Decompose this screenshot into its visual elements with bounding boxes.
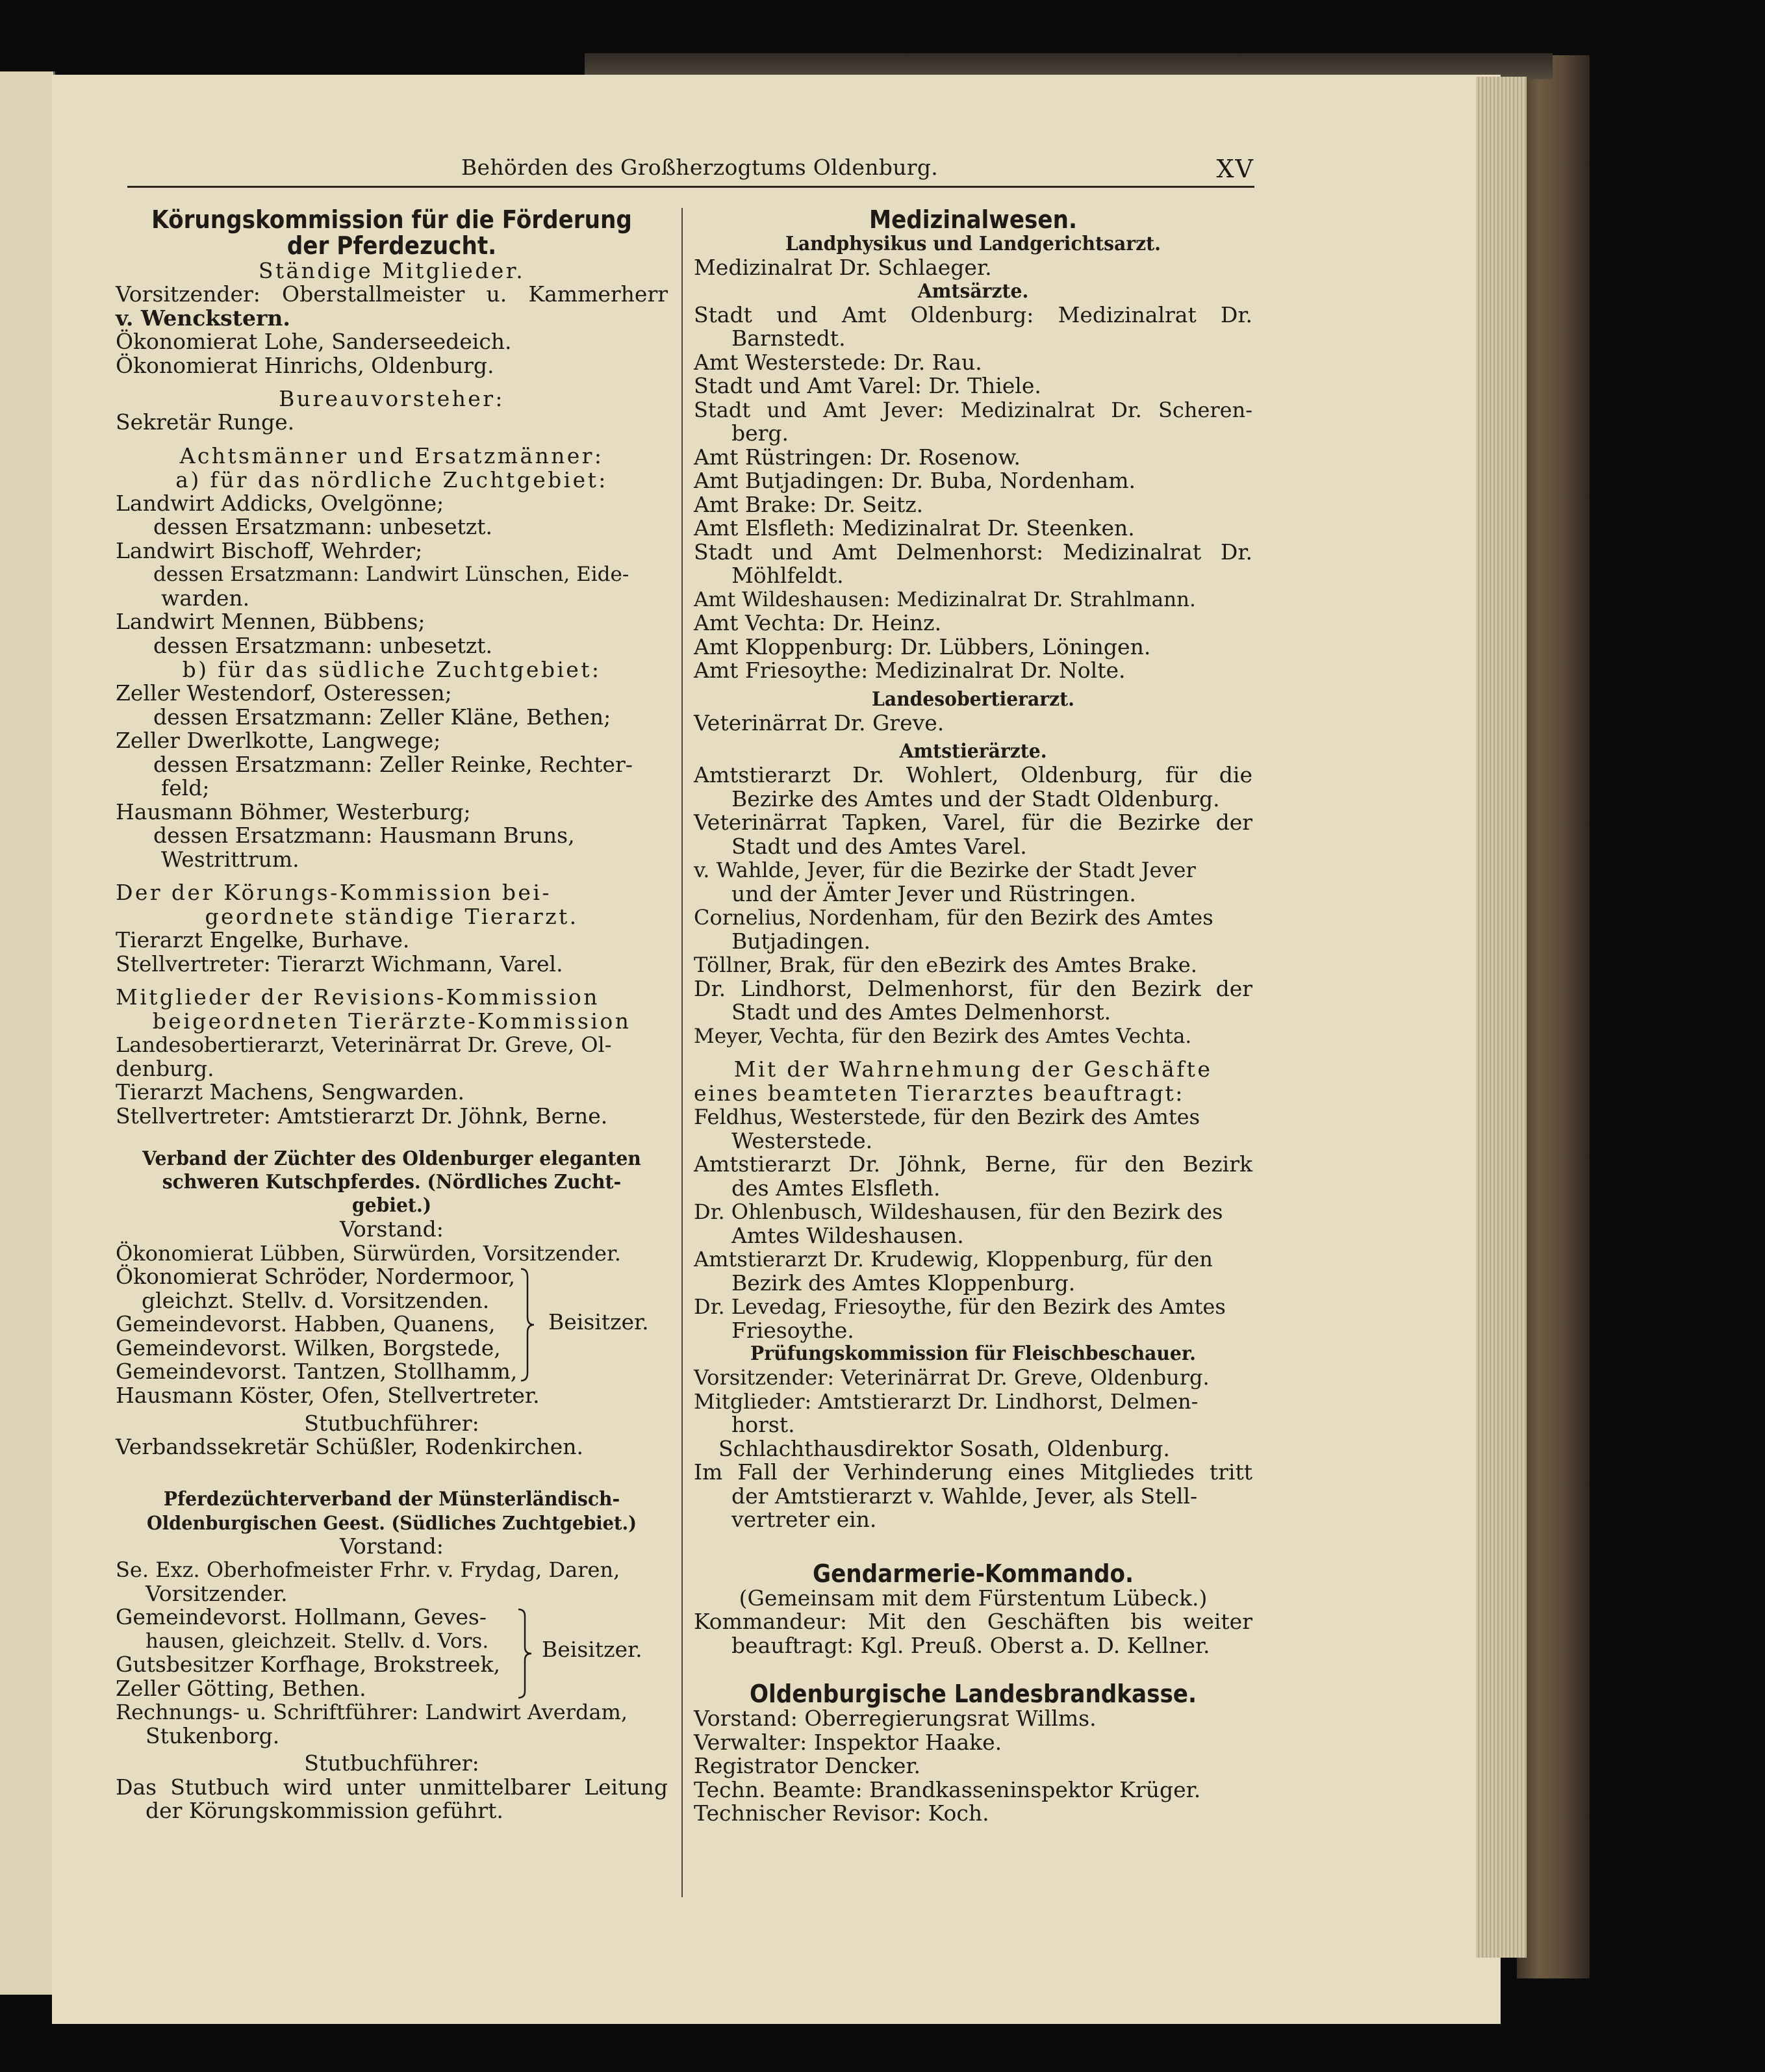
- text-line: dessen Ersatzmann: Landwirt Lünschen, Eide-: [153, 563, 629, 586]
- text-line: dessen Ersatzmann: Hausmann Bruns,: [153, 823, 575, 848]
- text-line: Stadt und Amt Oldenburg: Medizinalrat Dr.: [694, 301, 1252, 327]
- subheading: b) für das südliche Zuchtgebiet:: [182, 657, 602, 682]
- section-heading: Körungskommission für die Förderung: [151, 205, 632, 234]
- text-line: Amtstierarzt Dr. Jöhnk, Berne, für den Bezirk: [694, 1151, 1252, 1177]
- subheading: Ständige Mitglieder.: [258, 258, 526, 283]
- text-line: Amt Butjadingen: Dr. Buba, Nordenham.: [694, 468, 1136, 493]
- text-line: Stukenborg.: [146, 1722, 280, 1748]
- page-fore-edge: [1476, 77, 1527, 1958]
- text-line: dessen Ersatzmann: Zeller Reinke, Rechter-: [153, 751, 633, 777]
- subheading: Landesobertierarzt.: [872, 687, 1074, 711]
- text-line: Stadt und Amt Delmenhorst: Medizinalrat Dr.: [694, 539, 1252, 565]
- text-line: dessen Ersatzmann: unbesetzt.: [153, 632, 493, 658]
- page-number: XV: [1216, 155, 1254, 183]
- text-line: Hausmann Köster, Ofen, Stellvertreter.: [116, 1383, 540, 1408]
- section-heading: Oldenburgische Landesbrandkasse.: [749, 1680, 1197, 1708]
- text-line: Bezirk des Amtes Kloppenburg.: [731, 1270, 1076, 1296]
- text-line: Stadt und des Amtes Delmenhorst.: [731, 999, 1111, 1025]
- text-line: berg.: [731, 420, 789, 446]
- section-heading: gebiet.): [351, 1194, 432, 1217]
- text-line: (Gemeinsam mit dem Fürstentum Lübeck.): [739, 1585, 1208, 1611]
- text-line: Das Stutbuch wird unter unmittelbarer Leitung: [116, 1774, 668, 1800]
- subheading: a) für das nördliche Zuchtgebiet:: [175, 467, 608, 492]
- text-line: Techn. Beamte: Brandkasseninspektor Krüger.: [694, 1776, 1201, 1802]
- subheading: Mit der Wahrnehmung der Geschäfte: [733, 1056, 1213, 1082]
- text-line: horst.: [731, 1412, 795, 1437]
- text-line: dessen Ersatzmann: Zeller Kläne, Bethen;: [153, 704, 611, 730]
- text-line: Amt Wildeshausen: Medizinalrat Dr. Strahlmann.: [694, 587, 1196, 611]
- text-line: Vorstand: Oberregierungsrat Willms.: [694, 1706, 1097, 1731]
- curly-brace: [518, 1268, 537, 1382]
- text-line: Westerstede.: [731, 1127, 873, 1153]
- subheading: Vorstand:: [340, 1533, 444, 1559]
- section-pferdezuechterverband-sued: [116, 1488, 668, 1823]
- text-line: v. Wahlde, Jever, für die Bezirke der Stadt Jever: [694, 858, 1196, 882]
- text-line: Mitglieder: Amtstierarzt Dr. Lindhorst, Delmen-: [694, 1388, 1199, 1414]
- text-line: Rechnungs- u. Schriftführer: Landwirt Averdam,: [116, 1700, 628, 1724]
- text-line: Schlachthausdirektor Sosath, Oldenburg.: [718, 1435, 1170, 1461]
- subheading: beigeordneten Tierärzte-Kommission: [152, 1008, 631, 1034]
- subheading: Vorstand:: [340, 1216, 444, 1242]
- section-heading: Pferdezüchterverband der Münsterländisch-: [163, 1487, 620, 1511]
- text-line: Se. Exz. Oberhofmeister Frhr. v. Frydag, Daren,: [116, 1557, 620, 1582]
- text-line: Landwirt Mennen, Bübbens;: [116, 609, 425, 634]
- text-line: Dr. Lindhorst, Delmenhorst, für den Bezirk der: [694, 975, 1252, 1001]
- text-line: hausen, gleichzeit. Stellv. d. Vors.: [146, 1629, 489, 1653]
- text-line: vertreter ein.: [731, 1507, 877, 1532]
- text-line: Stellvertreter: Tierarzt Wichmann, Varel.: [116, 951, 563, 977]
- section-heading: Verband der Züchter des Oldenburger eleganten: [142, 1147, 641, 1170]
- subheading: Prüfungskommission für Fleischbeschauer.: [750, 1342, 1196, 1365]
- text-line: Medizinalrat Dr. Schlaeger.: [694, 255, 992, 280]
- text-line: Vorsitzender: Oberstallmeister u. Kammerherr: [116, 281, 668, 307]
- text-line: Amt Westerstede: Dr. Rau.: [694, 349, 982, 375]
- text-line: Registrator Dencker.: [694, 1753, 921, 1778]
- beisitzer-group: [116, 1265, 668, 1384]
- curly-brace: [516, 1608, 534, 1699]
- text-line: Amt Brake: Dr. Seitz.: [694, 491, 924, 517]
- text-line: Amt Elsfleth: Medizinalrat Dr. Steenken.: [694, 515, 1135, 541]
- text-line: Landwirt Addicks, Ovelgönne;: [116, 490, 444, 516]
- header-rule: [127, 186, 1254, 188]
- text-line: Stadt und Amt Varel: Dr. Thiele.: [694, 373, 1041, 398]
- text-line: Veterinärrat Dr. Greve.: [694, 710, 945, 735]
- text-line: gleichzt. Stellv. d. Vorsitzenden.: [142, 1287, 490, 1313]
- text-line: Amt Rüstringen: Dr. Rosenow.: [694, 444, 1021, 470]
- text-line: Amt Vechta: Dr. Heinz.: [694, 610, 942, 635]
- section-medizinalwesen: [694, 207, 1252, 1532]
- text-line: Verbandssekretär Schüßler, Rodenkirchen.: [116, 1434, 583, 1459]
- text-line: Landwirt Bischoff, Wehrder;: [116, 537, 423, 563]
- subheading: Landphysikus und Landgerichtsarzt.: [785, 233, 1161, 255]
- text-line: Feldhus, Westerstede, für den Bezirk des Amtes: [694, 1105, 1200, 1129]
- section-heading: schweren Kutschpferdes. (Nördliches Zucht-: [162, 1171, 622, 1194]
- text-line: Westrittrum.: [161, 846, 299, 872]
- subheading: eines beamteten Tierarztes beauftragt:: [694, 1081, 1184, 1106]
- right-column: [694, 207, 1252, 1826]
- text-line: Kommandeur: Mit den Geschäften bis weiter: [694, 1609, 1252, 1634]
- text-line: Cornelius, Nordenham, für den Bezirk des Amtes: [694, 905, 1213, 930]
- book-cover-edge: [1517, 55, 1590, 1978]
- text-line: Barnstedt.: [731, 326, 846, 351]
- text-line: Landesobertierarzt, Veterinärrat Dr. Greve, Ol-: [116, 1032, 612, 1057]
- beisitzer-label: Beisitzer.: [548, 1309, 649, 1335]
- text-line: Amt Kloppenburg: Dr. Lübbers, Löningen.: [694, 633, 1151, 659]
- text-line: Zeller Westendorf, Osteressen;: [116, 680, 452, 706]
- beisitzer-group: [116, 1605, 668, 1700]
- section-koerungskommission: [116, 207, 668, 1128]
- text-line: Stellvertreter: Amtstierarzt Dr. Jöhnk, Berne.: [116, 1103, 608, 1129]
- column-divider: [681, 208, 683, 1897]
- text-line: beauftragt: Kgl. Preuß. Oberst a. D. Kellner.: [731, 1632, 1210, 1658]
- subheading: Amtstierärzte.: [899, 740, 1047, 763]
- text-line: Ökonomierat Schröder, Nordermoor,: [116, 1264, 515, 1289]
- text-line: Dr. Levedag, Friesoythe, für den Bezirk des Amtes: [694, 1294, 1226, 1319]
- text-line: Technischer Revisor: Koch.: [694, 1800, 989, 1826]
- text-line: Friesoythe.: [731, 1317, 854, 1343]
- running-header: [127, 155, 1254, 186]
- facing-page-edge: [0, 71, 55, 1995]
- text-line: Meyer, Vechta, für den Bezirk des Amtes Vechta.: [694, 1024, 1192, 1048]
- text-line: des Amtes Elsfleth.: [731, 1175, 941, 1201]
- text-line: Verwalter: Inspektor Haake.: [694, 1729, 1002, 1755]
- text-line: Vorsitzender: Veterinärrat Dr. Greve, Oldenburg.: [694, 1365, 1210, 1390]
- beisitzer-label: Beisitzer.: [542, 1637, 642, 1662]
- text-line: feld;: [161, 775, 210, 800]
- text-line: Gemeindevorst. Habben, Quanens,: [116, 1311, 496, 1337]
- text-line: Zeller Dwerlkotte, Langwege;: [116, 728, 441, 753]
- section-gendarmerie: [694, 1561, 1252, 1658]
- text-line: Gemeindevorst. Hollmann, Geves-: [116, 1604, 487, 1630]
- text-line: Töllner, Brak, für den eBezirk des Amtes Brake.: [694, 953, 1197, 977]
- section-heading: der Pferdezucht.: [286, 231, 497, 260]
- text-line: Tierarzt Machens, Sengwarden.: [116, 1079, 464, 1105]
- section-verband-nord: [116, 1147, 668, 1459]
- text-line: Amt Friesoythe: Medizinalrat Dr. Nolte.: [694, 658, 1126, 683]
- text-line: der Körungskommission geführt.: [146, 1798, 503, 1823]
- section-landesbrandkasse: [694, 1681, 1252, 1826]
- text-line: Tierarzt Engelke, Burhave.: [116, 927, 410, 953]
- text-line: Ökonomierat Hinrichs, Oldenburg.: [116, 352, 494, 378]
- text-line: Gemeindevorst. Tantzen, Stollhamm,: [116, 1359, 518, 1384]
- subheading: Mitglieder der Revisions-Kommission: [116, 984, 600, 1010]
- text-line: Gemeindevorst. Wilken, Borgstede,: [116, 1335, 501, 1361]
- text-line: dessen Ersatzmann: unbesetzt.: [153, 514, 493, 539]
- text-line: Gutsbesitzer Korfhage, Brokstreek,: [116, 1652, 500, 1677]
- text-line: Vorsitzender.: [146, 1580, 288, 1606]
- text-line: Amtstierarzt Dr. Krudewig, Kloppenburg, für den: [694, 1247, 1213, 1272]
- subheading: Der der Körungs-Kommission bei-: [116, 880, 552, 905]
- subheading: Achtsmänner und Ersatzmänner:: [179, 442, 604, 468]
- text-line: der Amtstierarzt v. Wahlde, Jever, als Stell-: [731, 1483, 1198, 1509]
- subheading: Bureauvorsteher:: [279, 386, 505, 411]
- text-line: Sekretär Runge.: [116, 409, 295, 435]
- text-line: v. Wenckstern.: [116, 305, 290, 331]
- text-line: warden.: [161, 585, 250, 611]
- section-heading: Oldenburgischen Geest. (Südliches Zuchtgebiet.): [147, 1511, 637, 1534]
- text-line: Ökonomierat Lohe, Sanderseedeich.: [116, 329, 512, 354]
- section-heading: Gendarmerie-Kommando.: [813, 1559, 1134, 1588]
- text-line: Hausmann Böhmer, Westerburg;: [116, 799, 471, 825]
- subheading: Stutbuchführer:: [304, 1750, 479, 1776]
- text-line: Zeller Götting, Bethen.: [116, 1675, 366, 1701]
- text-line: und der Ämter Jever und Rüstringen.: [731, 880, 1136, 906]
- text-line: Stadt und Amt Jever: Medizinalrat Dr. Scheren-: [694, 397, 1252, 422]
- text-line: Ökonomierat Lübben, Sürwürden, Vorsitzender.: [116, 1240, 621, 1266]
- subheading: Stutbuchführer:: [304, 1410, 479, 1436]
- text-line: Butjadingen.: [731, 928, 871, 954]
- text-line: Amtes Wildeshausen.: [731, 1222, 964, 1248]
- text-line: denburg.: [116, 1055, 214, 1081]
- text-line: Amtstierarzt Dr. Wohlert, Oldenburg, für die: [694, 762, 1252, 787]
- text-line: Dr. Ohlenbusch, Wildeshausen, für den Bezirk des: [694, 1199, 1223, 1224]
- text-line: Veterinärrat Tapken, Varel, für die Bezirke der: [694, 810, 1252, 835]
- section-heading: Medizinalwesen.: [869, 205, 1077, 234]
- left-column: [116, 207, 668, 1823]
- text-line: Im Fall der Verhinderung eines Mitgliedes tritt: [694, 1459, 1252, 1485]
- text-line: Bezirke des Amtes und der Stadt Oldenburg.: [731, 786, 1220, 812]
- text-line: Möhlfeldt.: [731, 563, 844, 588]
- running-title: Behörden des Großherzogtums Oldenburg.: [461, 155, 939, 180]
- subheading: Amtsärzte.: [917, 279, 1029, 303]
- subheading: geordnete ständige Tierarzt.: [205, 904, 579, 929]
- text-line: Stadt und des Amtes Varel.: [731, 833, 1027, 859]
